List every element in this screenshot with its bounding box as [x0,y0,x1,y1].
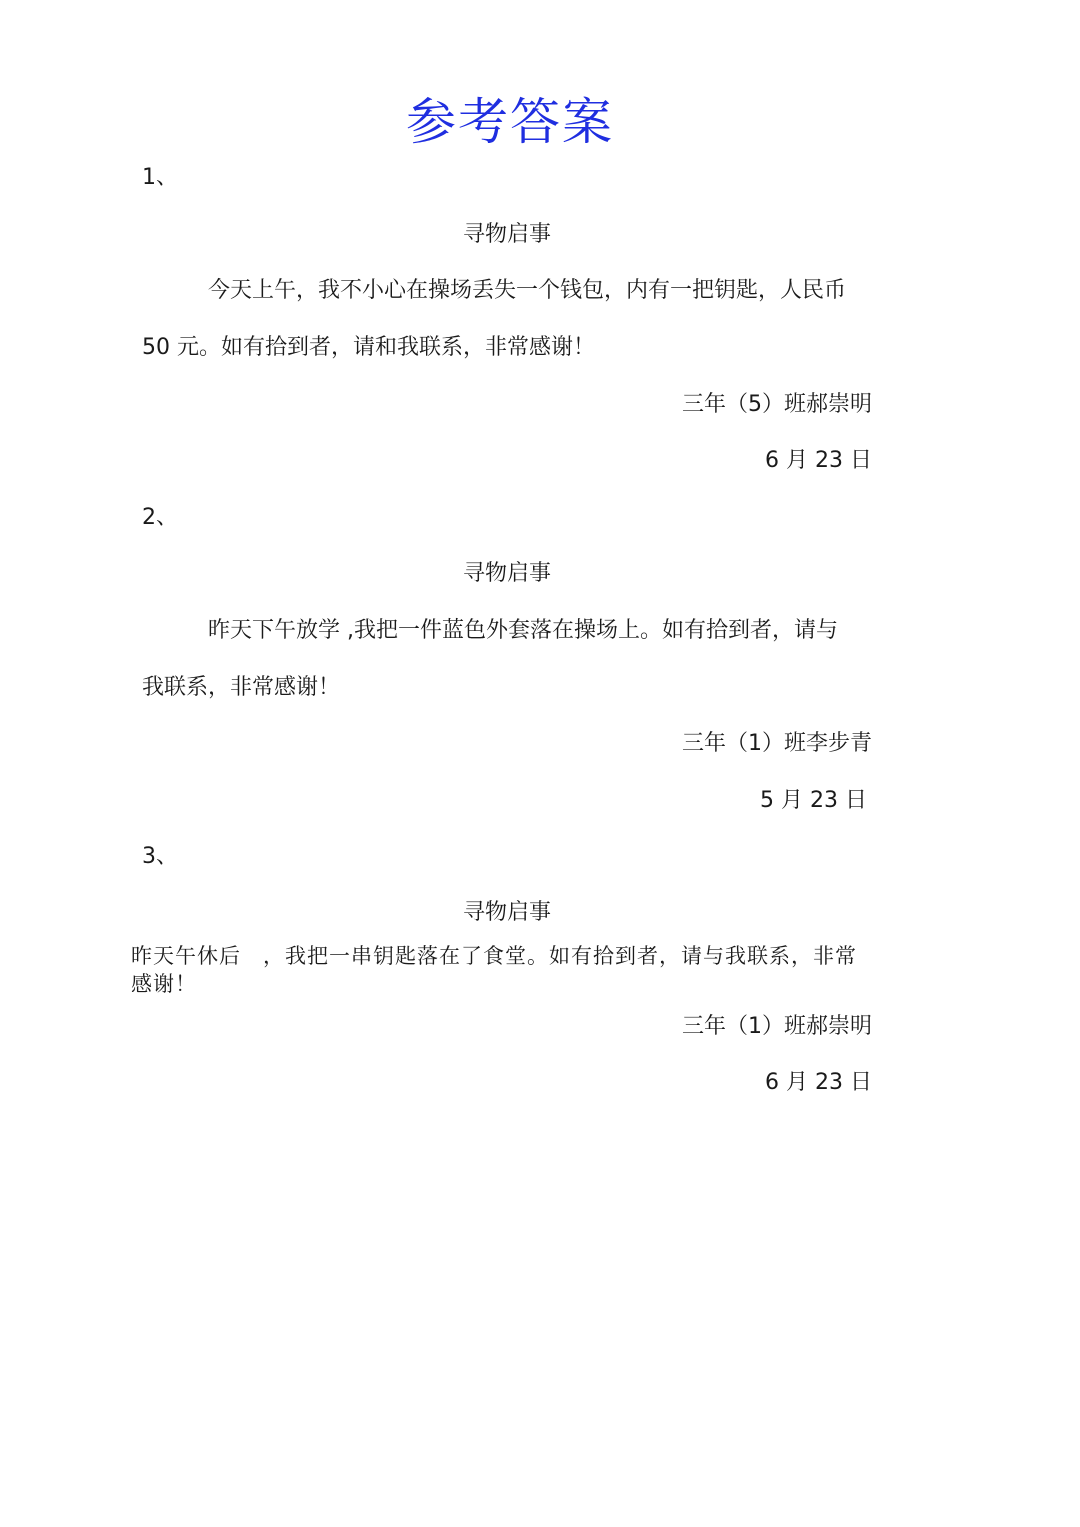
notice-heading: 寻物启事 [462,561,551,586]
notice-body-line: 昨天下午放学 ,我把一件蓝色外套落在操场上。如有拾到者，请与 [208,618,838,643]
notice-signature: 三年（1）班李步青 [682,731,872,756]
notice-heading: 寻物启事 [462,900,551,925]
notice-date: 6 月 23 日 [765,448,872,473]
item-number: 3、 [142,844,178,869]
item-number: 2、 [142,505,178,530]
notice-body-line: 50 元。如有拾到者，请和我联系，非常感谢！ [142,335,595,360]
notice-body-line: 感谢！ [131,972,197,996]
notice-body-line: 昨天午休后 ，我把一串钥匙落在了食堂。如有拾到者，请与我联系，非常 [131,944,857,968]
notice-signature: 三年（5）班郝崇明 [682,392,872,417]
notice-heading: 寻物启事 [462,222,551,247]
page-title: 参考答案 [406,93,614,151]
notice-signature: 三年（1）班郝崇明 [682,1014,872,1039]
notice-date: 5 月 23 日 [760,788,867,813]
notice-body-line: 我联系，非常感谢！ [142,675,341,700]
notice-date: 6 月 23 日 [765,1070,872,1095]
notice-body-line: 今天上午，我不小心在操场丢失一个钱包，内有一把钥匙，人民币 [208,278,847,303]
item-number: 1、 [142,165,178,190]
